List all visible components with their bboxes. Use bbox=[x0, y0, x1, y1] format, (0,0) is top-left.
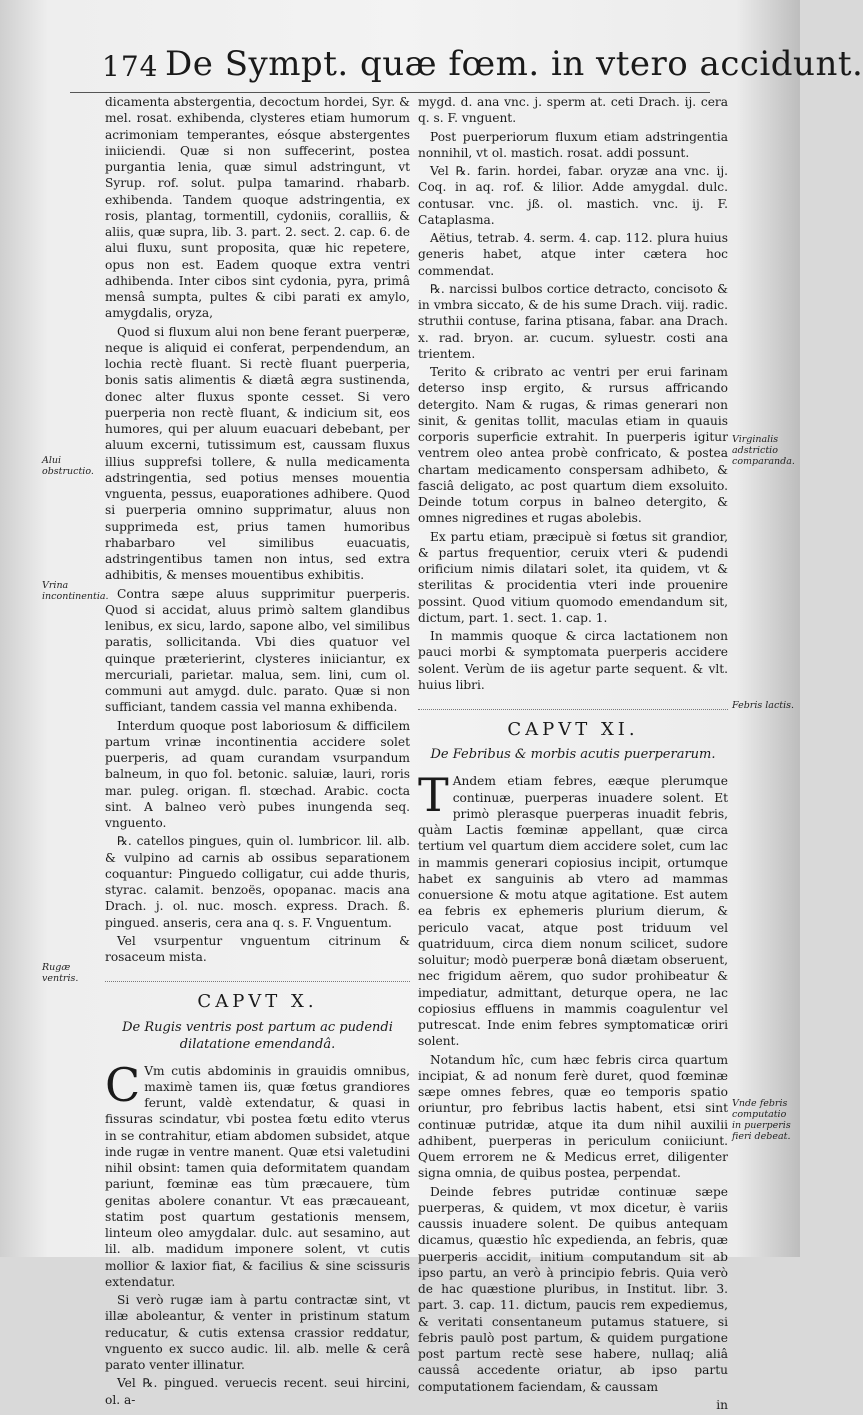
paragraph: dicamenta abstergentia, decoctum hordei, Syr. & mel. rosat. exhibenda, clysteres etiam humorum acrimoniam temperantes, eósque abstergentes iniiciendi. Quæ si non suffecerint, postea purgantia lenia, quæ simul adstringunt, vt Syrup. rof. solut. pulpa tamarind. rhabarb. exhibenda. Tandem quoque adstringentia, ex rosis, plantag, tormentill, cydoniis, coralliis, & aliis, quæ supra, lib. 3. part. 2. sect. 2. cap. 6. de alui fluxu, sunt proposita, quæ hic repetere, opus non est. Eadem quoque extra ventri adhibenda. Inter cibos sint cydonia, pyra, primâ mensâ sumpta, pultes & cibi parati ex amylo, amygdalis, oryza, bbox=[105, 95, 410, 321]
paragraph: Vel ℞. farin. hordei, fabar. oryzæ ana vnc. ij. Coq. in aq. rof. & lilior. Adde amygdal. dulc. contusar. vnc. jß. ol. mastich. vnc. ij. F. Cataplasma. bbox=[418, 164, 728, 227]
section-divider bbox=[105, 981, 410, 982]
chapter-paragraph: C Vm cutis abdominis in grauidis omnibus, maximè tamen iis, quæ fœtus grandiores ferunt, valdè extendatur, & quasi in fissuras scindatur, vbi postea fœtu edito vterus in se contrahitur, etiam abdomen subsidet, atque inde rugæ in ventre manent. Quæ etsi valetudini nihil obsint: tamen quia deformitatem quandam pariunt, fœminæ eas tùm præcauere, tùm genitas abolere conantur. Vt eas præcaueant, statim post quartum gestationis mensem, linteum oleo amygdalar. dulc. aut sesamino, aut lil. alb. madidum imponere solent, vt cutis mollior & laxior fiat, & facilius & sine scissuris extendatur. bbox=[105, 1057, 410, 1289]
running-title: De Sympt. quæ fœm. in vtero accidunt. bbox=[165, 44, 863, 84]
right-column bbox=[418, 94, 728, 1415]
paragraph: Ex partu etiam, præcipuè si fœtus sit grandior, & partus frequentior, ceruix vteri & pudendi orificium nimis dilatari solet, ita quidem, vt & sterilitas & procidentia vteri inde prouenire possint. Quod vitium quomodo emendandum sit, dictum, part. 1. sect. 1. cap. 1. bbox=[418, 529, 728, 625]
chapter-heading: CAPVT X. bbox=[197, 991, 318, 1013]
paragraph: Post puerperiorum fluxum etiam adstringentia nonnihil, vt ol. mastich. rosat. addi possunt. bbox=[418, 129, 728, 160]
chapter-subtitle: De Febribus & morbis acutis puerperarum. bbox=[430, 747, 716, 763]
margin-note-alui: Alui obstructio. bbox=[42, 455, 94, 477]
paragraph: Vel vsurpentur vnguentum citrinum & rosaceum mista. bbox=[105, 933, 410, 964]
chapter-paragraph: Vel ℞. pingued. veruecis recent. seui hircini, ol. a- bbox=[105, 1376, 410, 1407]
chapter-subtitle: De Rugis ventris post partum ac pudendi dilatatione emendandâ. bbox=[122, 1019, 393, 1052]
page-header bbox=[70, 42, 863, 93]
catchword: in bbox=[716, 1397, 728, 1412]
chapter-heading: CAPVT XI. bbox=[507, 719, 639, 740]
paragraph: Interdum quoque post laboriosum & difficilem partum vrinæ incontinentia accidere solet puerperis, ad quam curandam vsurpandum balneum, in quo fol. betonic. saluiæ, lauri, roris mar. puleg. origan. fl. stœchad. Arabic. cocta sint. A balneo verò pubes inungenda seq. vnguento. bbox=[105, 718, 410, 830]
chapter-paragraph: Deinde febres putridæ continuæ sæpe puerperas, & quidem, vt mox dicetur, è variis caussis inuadere solent. De quibus antequam dicamus, quæstio hîc expedienda, an febris, quæ puerperis accidit, initium computandum sit ab ipso partu, an verò à principio febris. Quia verò de hac quæstione pluribus, in Institut. libr. 3. part. 3. cap. 11. dictum, paucis rem expediemus, & veritati consentaneum putamus statuere, si febris paulò post partum, & quidem purgatione post partum rectè sese habere, nullaq; aliâ caussâ accedente oriatur, ab ipso partu computationem faciendam, & caussam bbox=[418, 1184, 728, 1394]
drop-capital: T bbox=[418, 768, 449, 823]
chapter-paragraph: T Andem etiam febres, eæque plerumque continuæ, puerperas inuadere solent. Et primò plerasque puerperas inuadit febris, quàm Lactis fœminæ appellant, quæ circa tertium vel quartum diem accidere solet, cum lac in mammis generari copiosius incipit, ortumque habet ex sanguinis ab vtero ad mammas conuersione & motu atque agitatione. Est autem ea febris ex ephemeris plurium dierum, & periculo vacat, atque post triduum vel quatriduum, circa diem nonum scilicet, sudore soluitur; modò puerperæ bonâ diætam obseruent, nec frigidum aërem, quo sudor prohibeatur & impediatur, admittant, deturque opera, ne lac copiosius effluens in mammis coagulentur vel putrescat. Inde enim febres symptomaticæ oriri solent. bbox=[418, 768, 728, 1049]
margin-note-rugae: Rugæ ventris. bbox=[42, 962, 79, 984]
paragraph: ℞. catellos pingues, quin ol. lumbricor. lil. alb. & vulpino ad carnis ab ossibus separationem coquantur: Pinguedo colligatur, cui adde thuris, styrac. calamit. benzoës, opopanac. macis ana Drach. j. ol. nuc. mosch. express. Drach. ß. pingued. anseris, cera ana q. s. F. Vnguentum. bbox=[105, 834, 410, 930]
section-divider bbox=[418, 709, 728, 710]
paragraph: Contra sæpe aluus supprimitur puerperis. Quod si accidat, aluus primò saltem glandibus lenibus, ex sicu, lardo, sapone albo, vel similibus paratis, sollicitanda. Vbi dies quatuor vel quinque præterierint, clysteres iniiciantur, ex mercuriali, parietar. malua, sem. lini, cum ol. communi aut amygd. dulc. parato. Quæ si non sufficiant, tandem cassia vel manna exhibenda. bbox=[105, 586, 410, 715]
margin-note-vnde-febris: Vnde febris computatio in puerperis fieri debeat. bbox=[732, 1098, 791, 1142]
paragraph: mygd. d. ana vnc. j. sperm at. ceti Drach. ij. cera q. s. F. vnguent. bbox=[418, 95, 728, 126]
paragraph: ℞. narcissi bulbos cortice detracto, concisoto & in vmbra siccato, & de his sume Drach. viij. radic. struthii contuse, farina ptisana, fabar. ana Drach. x. rad. bryon. ar. cucum. syluestr. costi ana trientem. bbox=[418, 281, 728, 361]
left-column bbox=[105, 94, 410, 1410]
margin-note-febris-lactis: Febris lactis. bbox=[732, 700, 795, 711]
paragraph: Quod si fluxum alui non bene ferant puerperæ, neque is aliquid ei conferat, perpendendum, an lochia rectè fluant. Si rectè fluant puerperia, bonis satis alimentis & diætâ ægra sustinenda, donec alter fluxus sponte cesset. Si vero puerperia non rectè fluant, & indicium sit, eos humores, qui per aluum euacuari debebant, per aluum excerni, tutissimum est, caussam fluxus illius supprefsi tollere, & nulla medicamenta adstringentia, sed potius menses mouentia vnguenta, pessus, euaporationes adhibere. Quod si puerperia omnino supprimatur, aluus non supprimeda est, prius tamen humoribus rhabarbaro vel similibus euacuatis, adstringentibus tamen non intus, sed extra adhibitis, & menses mouentibus exhibitis. bbox=[105, 324, 410, 583]
paragraph: Aëtius, tetrab. 4. serm. 4. cap. 112. plura huius generis habet, atque inter cætera hoc commendat. bbox=[418, 231, 728, 278]
chapter-paragraph: Notandum hîc, cum hæc febris circa quartum incipiat, & ad nonum ferè duret, quod fœminæ sæpe omnes febres, quæ eo temporis spatio oriuntur, pro febribus lactis habent, etsi sint continuæ putridæ, atque ita dum nihil auxilii adhibent, puerperas in periculum coniiciunt. Quem errorem ne & Medicus erret, diligenter signa omnia, de quibus postea, perpendat. bbox=[418, 1052, 728, 1181]
page-number: 174 bbox=[102, 50, 159, 83]
chapter-paragraph: Si verò rugæ iam à partu contractæ sint, vt illæ aboleantur, & venter in pristinum statum reducatur, & cutis extensa crassior reddatur, vnguento ex succo audic. lil. alb. melle & cerâ parato venter illinatur. bbox=[105, 1293, 410, 1372]
margin-note-vrina: Vrina incontinentia. bbox=[42, 580, 109, 602]
margin-note-virginalis: Virginalis adstrictio comparanda. bbox=[732, 434, 795, 467]
paragraph: In mammis quoque & circa lactationem non pauci morbi & symptomata puerperis accidere solent. Verùm de iis agetur parte sequent. & vlt. huius libri. bbox=[418, 629, 728, 692]
paragraph: Terito & cribrato ac ventri per erui farinam deterso insp ergito, & rursus affricando detergito. Nam & rugas, & rimas generari non sinit, & genitas tollit, maculas etiam in quauis corporis superficie extrahit. In puerperis igitur ventrem oleo antea probè confricato, & postea chartam medicamento conspersam adhibeto, & fasciâ deligato, ac post quartum diem exsoluito. Deinde totum corpus in balneo detergito, & omnes nigredines et rugas abolebis. bbox=[418, 365, 728, 526]
drop-capital: C bbox=[105, 1057, 141, 1112]
